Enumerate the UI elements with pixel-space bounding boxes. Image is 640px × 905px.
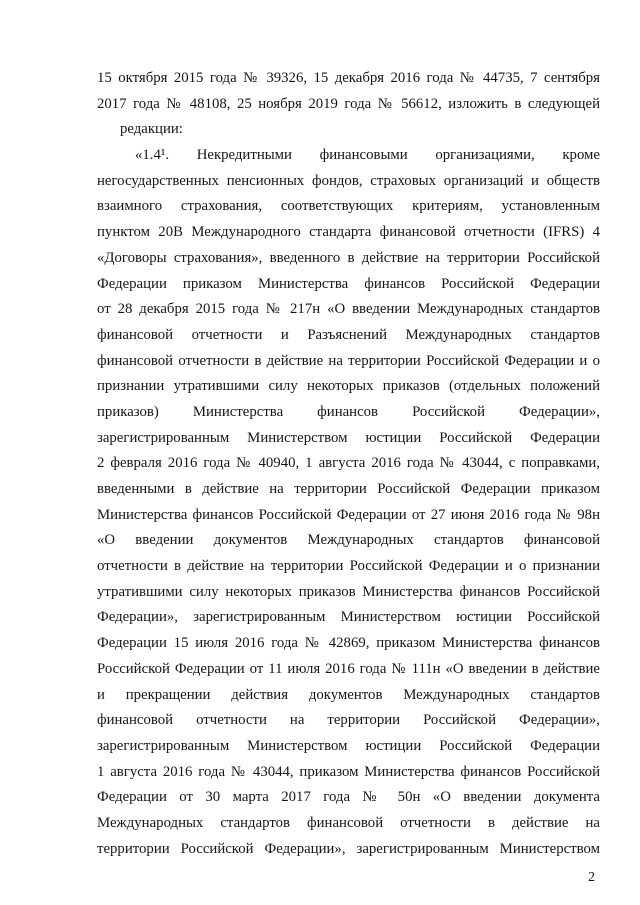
text-line: признании утратившими силу некоторых приказов (отдельных положений [97,378,600,395]
text-line: утратившими силу некоторых приказов Министерства финансов Российской [97,583,600,600]
text-line: 1 августа 2016 года № 43044, приказом Министерства финансов Российской [97,763,600,780]
text-line: Федерации от 30 марта 2017 года № 50н «О введении документа [97,789,600,806]
text-line: финансовой отчетности в действие на территории Российской Федерации и о [97,352,600,369]
text-line: и прекращении действия документов Международных стандартов [97,686,600,703]
text-line: «Договоры страхования», введенного в действие на территории Российской [97,249,600,266]
text-line: финансовой отчетности и Разъяснений Международных стандартов [97,326,600,343]
text-line: Федерации», зарегистрированным Министерством юстиции Российской [97,609,600,626]
text-line: негосударственных пенсионных фондов, страховых организаций и обществ [97,172,600,189]
page-number: 2 [588,870,595,885]
text-line: Международных стандартов финансовой отчетности в действие на [97,814,600,831]
text-line: взаимного страхования, соответствующих критериям, установленным [97,198,600,215]
text-line: Федерации приказом Министерства финансов Российской Федерации [97,275,600,292]
text-line: зарегистрированным Министерством юстиции Российской Федерации [97,429,600,446]
text-line: от 28 декабря 2015 года № 217н «О введении Международных стандартов [97,301,600,318]
text-line: «О введении документов Международных стандартов финансовой [97,532,600,549]
text-line: 15 октября 2015 года № 39326, 15 декабря 2016 года № 44735, 7 сентября [97,70,600,86]
text-line: 2 февраля 2016 года № 40940, 1 августа 2016 года № 43044, с поправками, [97,455,600,472]
text-line: пунктом 20В Международного стандарта финансовой отчетности (IFRS) 4 [97,224,600,241]
text-line: Российской Федерации от 11 июля 2016 года № 111н «О введении в действие [97,660,600,677]
text-line: Федерации 15 июля 2016 года № 42869, приказом Министерства финансов [97,635,600,652]
text-line: отчетности в действие на территории Российской Федерации и о признании [97,558,600,575]
text-line: финансовой отчетности на территории Российской Федерации», [97,712,600,729]
body-text [97,66,600,862]
text-line: 2017 года № 48108, 25 ноября 2019 года № 56612, изложить в следующей [97,95,600,112]
text-line: приказов) Министерства финансов Российской Федерации», [97,403,600,420]
text-line: территории Российской Федерации», зарегистрированным Министерством [97,840,600,857]
text-line: редакции: [120,121,183,138]
text-line: введенными в действие на территории Российской Федерации приказом [97,481,600,497]
text-line: зарегистрированным Министерством юстиции Российской Федерации [97,737,600,754]
text-line: Министерства финансов Российской Федерации от 27 июня 2016 года № 98н [97,506,600,523]
paragraph-start-line: «1.4¹. Некредитными финансовыми организациями, кроме [135,147,600,164]
